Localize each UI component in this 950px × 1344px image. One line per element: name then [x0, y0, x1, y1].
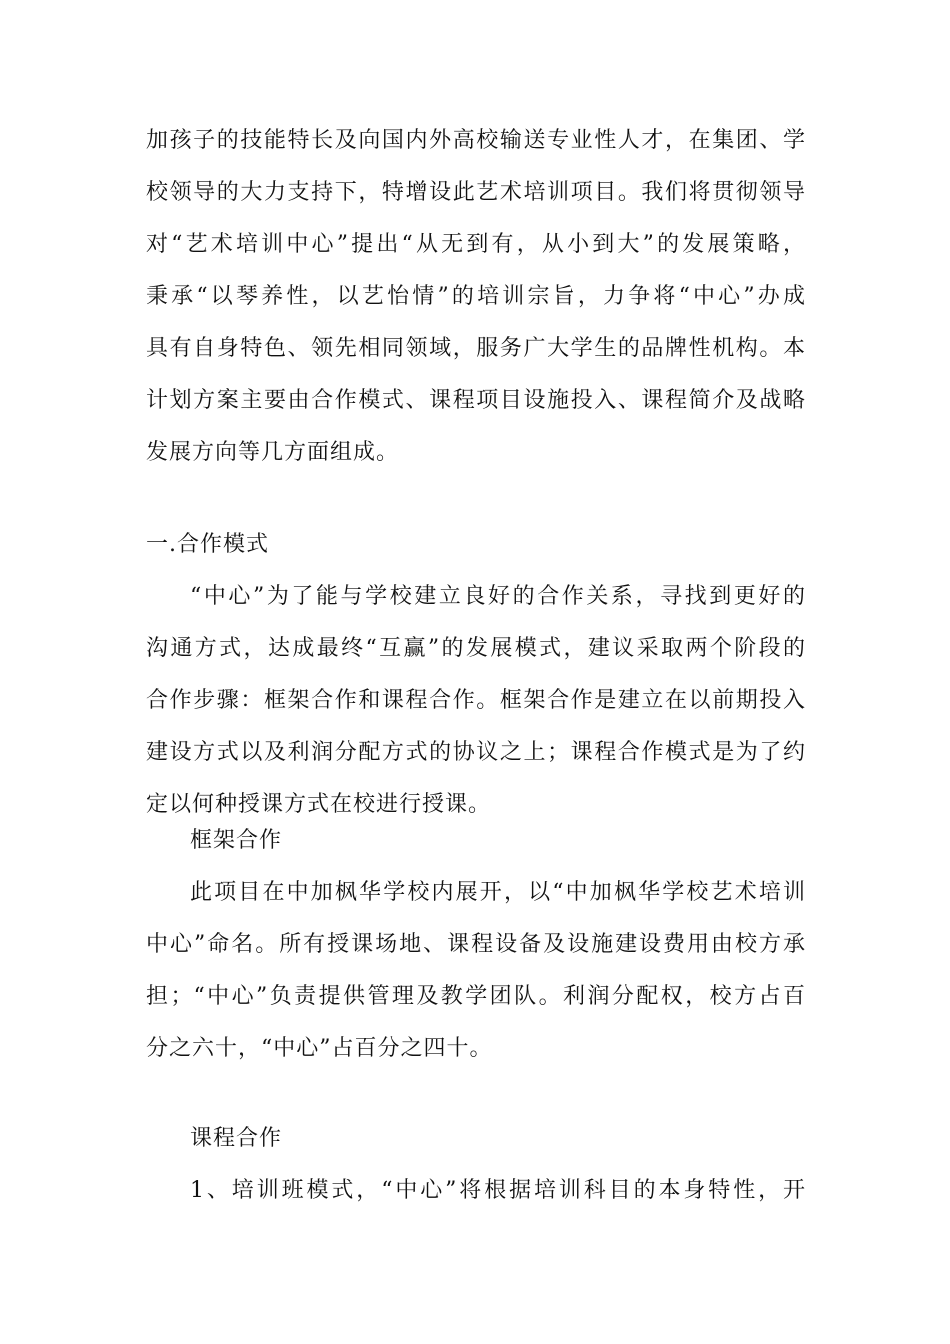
intro-line-7: 发展方向等几方面组成。	[146, 440, 400, 465]
section-para-line-4: 建设方式以及利润分配方式的协议之上；课程合作模式是为了约	[146, 740, 806, 765]
section-para-line-3: 合作步骤：框架合作和课程合作。框架合作是建立在以前期投入	[146, 688, 806, 713]
section-para-line-5: 定以何种授课方式在校进行授课。	[146, 792, 492, 817]
framework-para-line-4: 分之六十，“中心”占百分之四十。	[146, 1036, 493, 1061]
subheading-course: 课程合作	[190, 1126, 283, 1151]
intro-line-1: 加孩子的技能特长及向国内外高校输送专业性人才，在集团、学	[146, 128, 806, 153]
intro-line-3: 对“艺术培训中心”提出“从无到有，从小到大”的发展策略，	[146, 232, 806, 257]
intro-line-4: 秉承“以琴养性，以艺怡情”的培训宗旨，力争将“中心”办成	[146, 284, 806, 309]
subheading-framework: 框架合作	[190, 828, 283, 853]
intro-line-6: 计划方案主要由合作模式、课程项目设施投入、课程简介及战略	[146, 388, 806, 413]
section-heading: 一.合作模式	[146, 532, 269, 557]
framework-para-line-2: 中心”命名。所有授课场地、课程设备及设施建设费用由校方承	[146, 932, 806, 957]
framework-para-line-1: 此项目在中加枫华学校内展开，以“中加枫华学校艺术培训	[190, 880, 806, 905]
intro-line-2: 校领导的大力支持下，特增设此艺术培训项目。我们将贯彻领导	[146, 180, 806, 205]
course-para-line-1: 1、培训班模式，“中心”将根据培训科目的本身特性，开	[190, 1178, 806, 1203]
section-para-line-1: “中心”为了能与学校建立良好的合作关系，寻找到更好的	[190, 584, 806, 609]
intro-line-5: 具有自身特色、领先相同领域，服务广大学生的品牌性机构。本	[146, 336, 806, 361]
framework-para-line-3: 担；“中心”负责提供管理及教学团队。利润分配权，校方占百	[146, 984, 806, 1009]
section-para-line-2: 沟通方式，达成最终“互赢”的发展模式，建议采取两个阶段的	[146, 636, 806, 661]
